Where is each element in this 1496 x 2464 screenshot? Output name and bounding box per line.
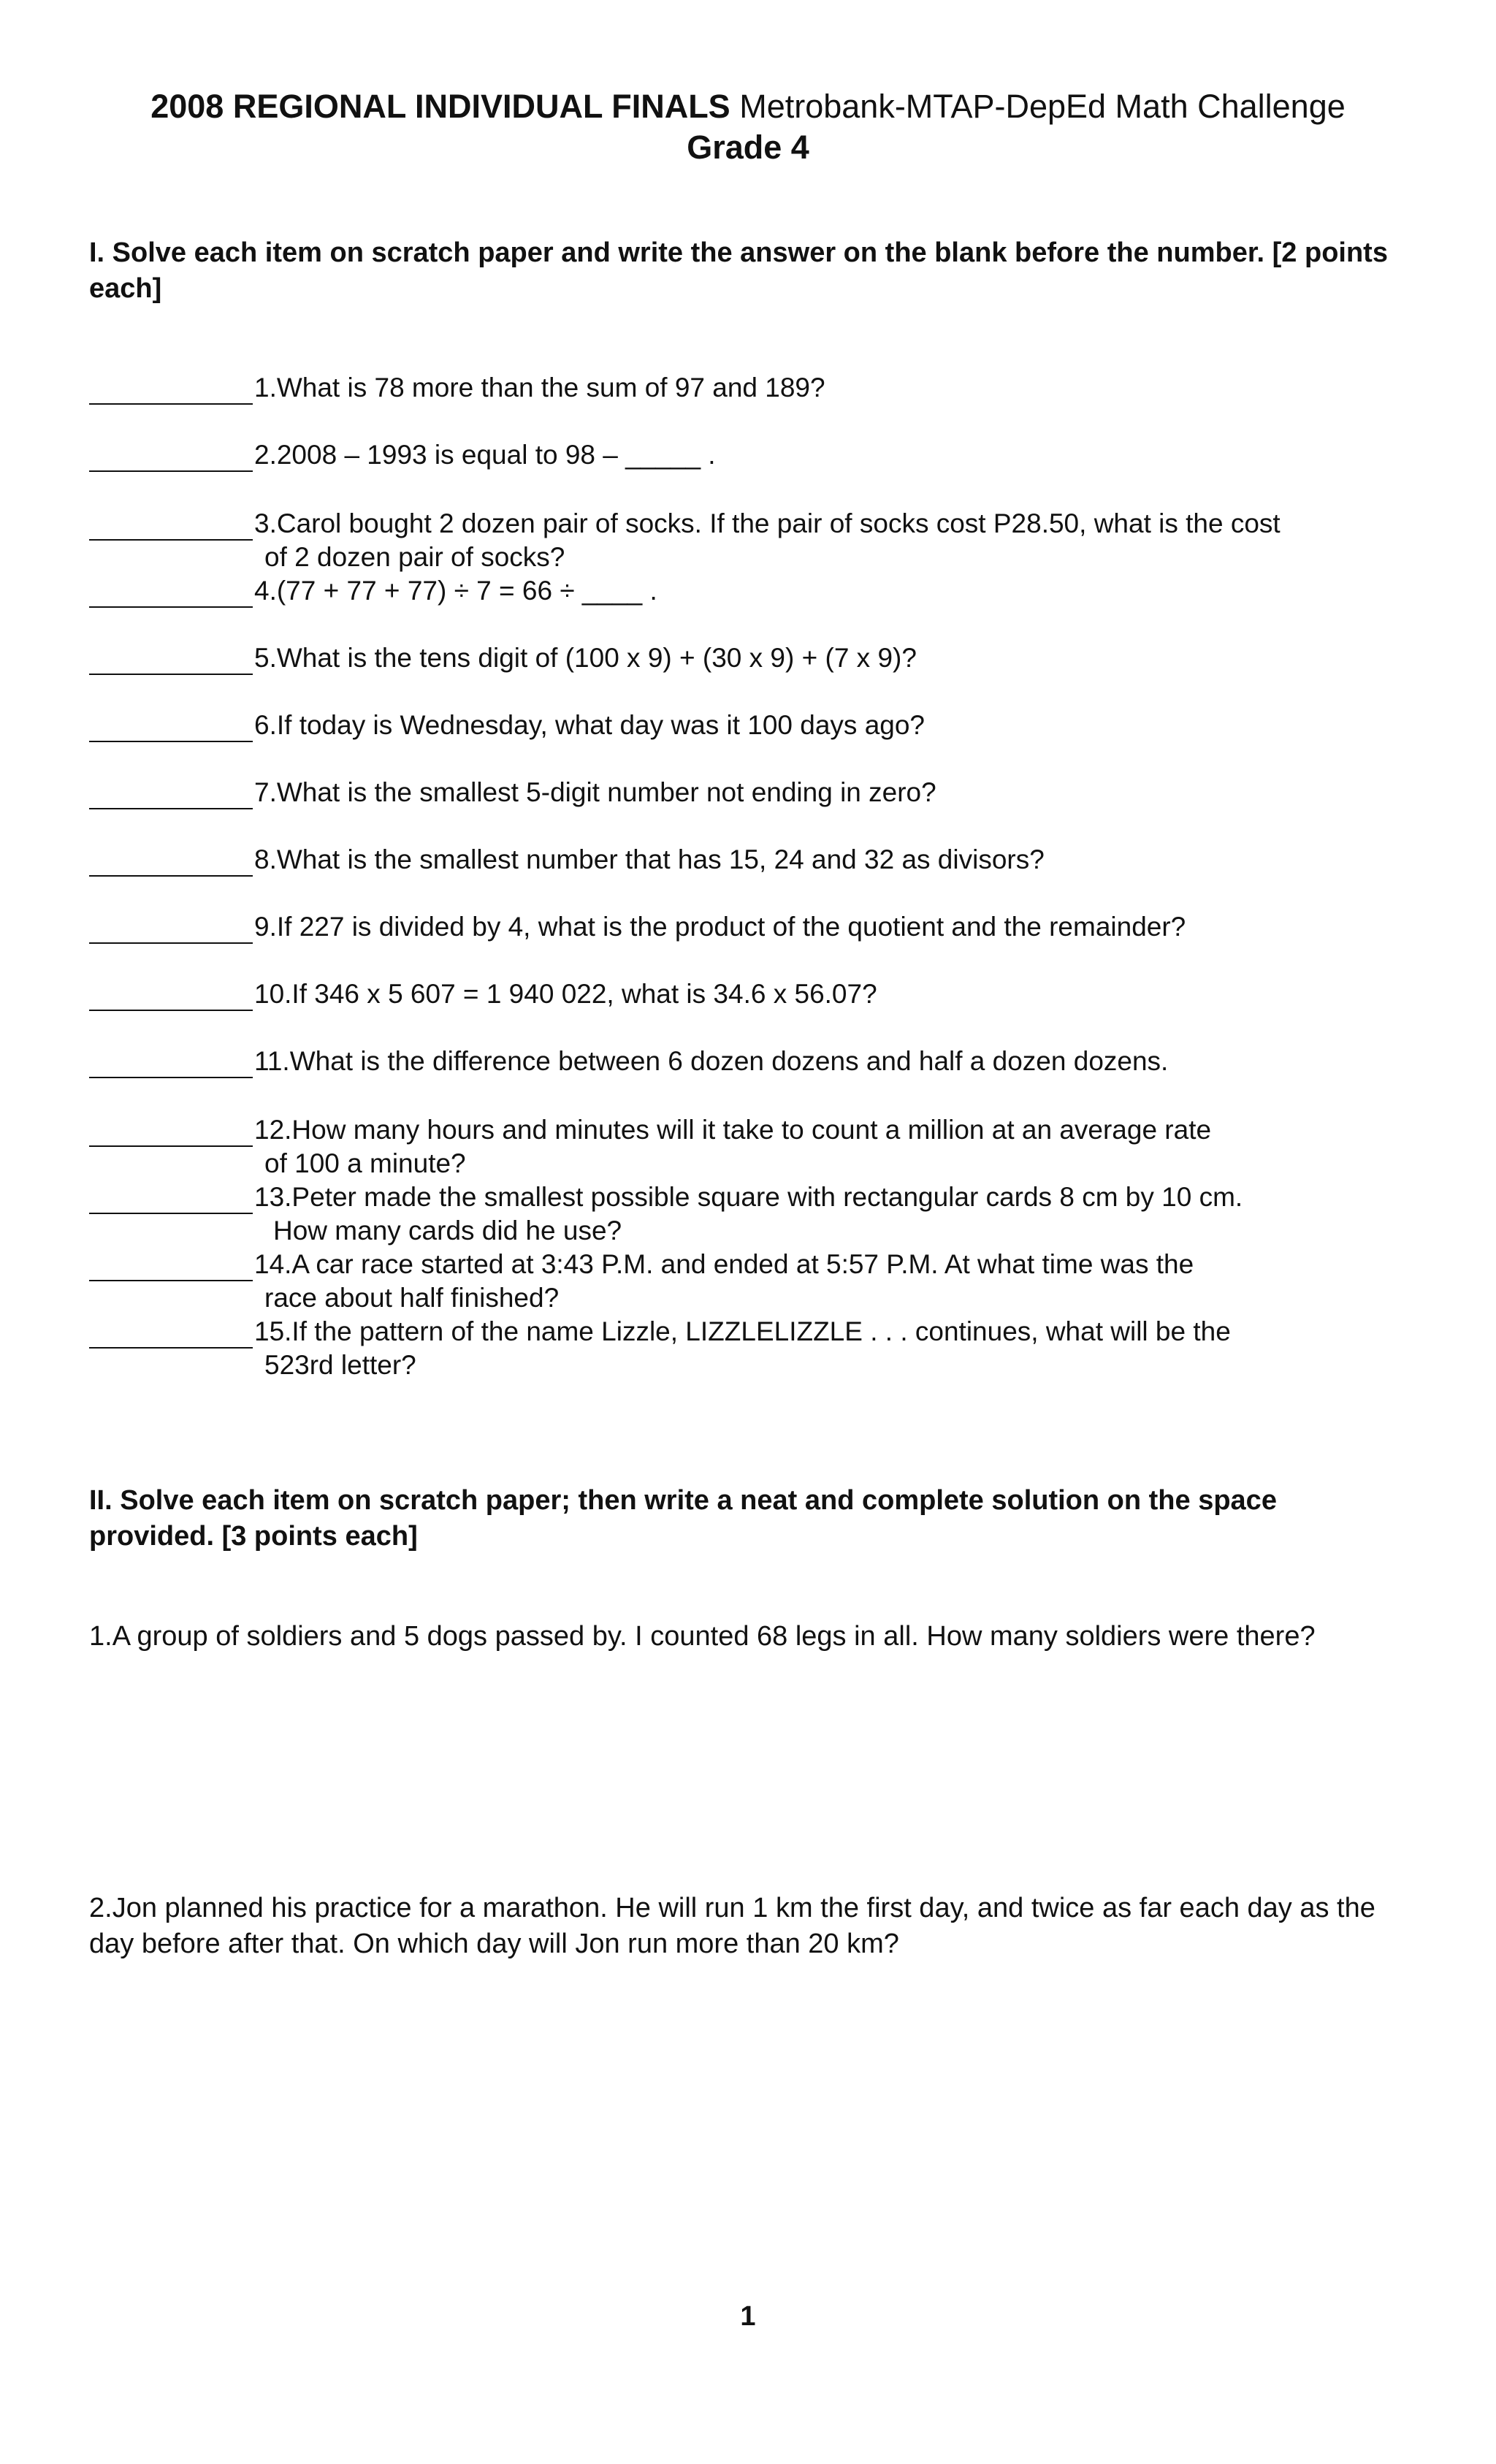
question-text: 9.If 227 is divided by 4, what is the product of the quotient and the remainder? (254, 912, 1186, 942)
question-text-continued: of 100 a minute? (264, 1148, 466, 1178)
question-item (89, 776, 1419, 809)
answer-blank (89, 1318, 253, 1349)
question-text: 5.What is the tens digit of (100 x 9) + (30 x 9) + (7 x 9)? (254, 643, 917, 673)
question-text: 13.Peter made the smallest possible square with rectangular cards 8 cm by 10 cm. (254, 1182, 1243, 1212)
answer-blank (89, 1251, 253, 1281)
answer-blank (89, 374, 253, 405)
question-text-continued: race about half finished? (264, 1283, 560, 1313)
question-item (89, 977, 1419, 1011)
question-text-continued: of 2 dozen pair of socks? (264, 542, 565, 572)
answer-blank (89, 577, 253, 608)
answer-blank (89, 1183, 253, 1214)
question-item (89, 1180, 1419, 1248)
question-text: 14.A car race started at 3:43 P.M. and ended at 5:57 P.M. At what time was the (254, 1249, 1194, 1279)
question-item (89, 910, 1419, 944)
question-text-continued: 523rd letter? (264, 1350, 416, 1380)
question-text: 8.What is the smallest number that has 15, 24 and 32 as divisors? (254, 844, 1045, 874)
question-text: 7.What is the smallest 5-digit number not ending in zero? (254, 777, 936, 807)
answer-blank (89, 779, 253, 809)
answer-blank (89, 644, 253, 675)
question-text: 3.Carol bought 2 dozen pair of socks. If the pair of socks cost P28.50, what is the cost (254, 508, 1281, 538)
part2-instructions: II. Solve each item on scratch paper; then write a neat and complete solution on the space provided. [3 points each] (89, 1485, 1277, 1552)
question-item (89, 709, 1419, 742)
question-text: 10.If 346 x 5 607 = 1 940 022, what is 34.6 x 56.07? (254, 979, 877, 1009)
answer-blank (89, 1116, 253, 1147)
question-item (89, 843, 1419, 877)
question-text: 4.(77 + 77 + 77) ÷ 7 = 66 ÷ ____ . (254, 576, 657, 606)
question-item (89, 641, 1419, 675)
question-item (89, 507, 1419, 574)
question-item (89, 1045, 1419, 1078)
answer-blank (89, 441, 253, 472)
word-problem: 2.Jon planned his practice for a marathon. He will run 1 km the first day, and twice as far each day as the day before after that. On which day will Jon run more than 20 km? (89, 1893, 1375, 1959)
word-problem: 1.A group of soldiers and 5 dogs passed by. I counted 68 legs in all. How many soldiers were there? (89, 1621, 1316, 1652)
question-item (89, 1113, 1419, 1180)
answer-blank (89, 846, 253, 877)
question-item (89, 574, 1419, 608)
question-text: 1.What is 78 more than the sum of 97 and 189? (254, 373, 825, 403)
answer-blank (89, 1048, 253, 1078)
question-item (89, 371, 1419, 405)
question-text: 6.If today is Wednesday, what day was it 100 days ago? (254, 710, 926, 740)
title-rest: Metrobank-MTAP-DepEd Math Challenge (739, 88, 1346, 125)
question-text: 12.How many hours and minutes will it take to count a million at an average rate (254, 1115, 1212, 1145)
question-item (89, 438, 1419, 472)
question-text-continued: How many cards did he use? (273, 1216, 622, 1246)
page-number: 1 (740, 2301, 756, 2332)
question-item (89, 1315, 1419, 1382)
question-text: 2.2008 – 1993 is equal to 98 – _____ . (254, 440, 716, 470)
question-item (89, 1248, 1419, 1315)
answer-blank (89, 510, 253, 541)
answer-blank (89, 712, 253, 742)
part1-instructions: I. Solve each item on scratch paper and write the answer on the blank before the number. [2 points each] (89, 237, 1388, 304)
answer-blank (89, 913, 253, 944)
grade-heading: Grade 4 (687, 129, 809, 166)
page-title (0, 86, 1496, 127)
title-bold: 2008 REGIONAL INDIVIDUAL FINALS (150, 88, 730, 125)
question-text: 11.What is the difference between 6 dozen dozens and half a dozen dozens. (254, 1046, 1169, 1076)
answer-blank (89, 980, 253, 1011)
question-text: 15.If the pattern of the name Lizzle, LIZZLELIZZLE . . . continues, what will be the (254, 1316, 1231, 1346)
